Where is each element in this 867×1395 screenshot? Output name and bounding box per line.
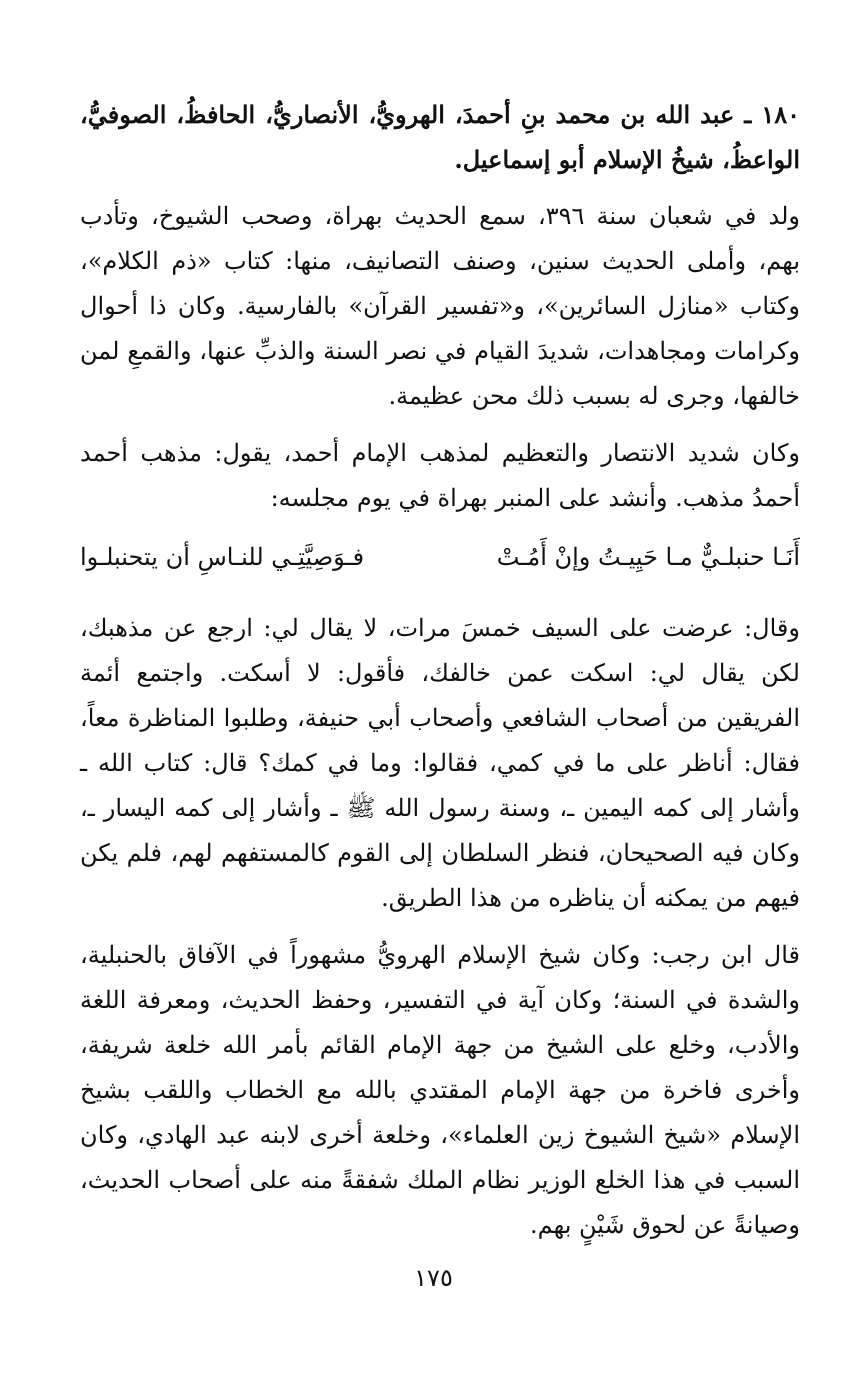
verse-first-hemistich: أَنَـا حنبلـيٌّ مـا حَيِيـتُ وإنْ أَمُـتْ (496, 543, 800, 571)
verse-second-hemistich: فـوَصِيَّتِـي للنـاسِ أن يتحنبلـوا (80, 543, 365, 571)
debate-paragraph: وقال: عرضت على السيف خمسَ مرات، لا يقال لي: ارجع عن مذهبك، لكن يقال لي: اسكت عمن خالفك، فأقول: لا أسكت. واجتمع أئمة الفريقين من أصحاب الشافعي وأصحاب أبي حنيفة، وطلبوا المناظرة معاً، فقال: أناظر على ما في كمي، فقالوا: وما في كمك؟ قال: كتاب الله ـ وأشار إلى كمه اليمين ـ، وسنة رسول الله ﷺ ـ وأشار إلى كمه اليسار ـ، وكان فيه الصحيحان، فنظر السلطان إلى القوم كالمستفهم لهم، فلم يكن فيهم من يمكنه أن يناظره من هذا الطريق. (80, 614, 800, 912)
biography-paragraph: ولد في شعبان سنة ٣٩٦، سمع الحديث بهراة، وصحب الشيوخ، وتأدب بهم، وأملى الحديث سنين، وصنف التصانيف، منها: كتاب «ذم الكلام»، وكتاب «منازل السائرين»، و«تفسير القرآن» بالفارسية. وكان ذا أحوال وكرامات ومجاهدات، شديدَ القيام في نصر السنة والذبِّ عنها، والقمعِ لمن خالفها، وجرى له بسبب ذلك محن عظيمة. (80, 202, 801, 410)
ibn-rajab-paragraph: قال ابن رجب: وكان شيخ الإسلام الهرويُّ مشهوراً في الآفاق بالحنبلية، والشدة في السنة؛ وكان آية في التفسير، وحفظ الحديث، ومعرفة اللغة والأدب، وخلع على الشيخ من جهة الإمام القائم بأمر الله خلعة شريفة، وأخرى فاخرة من جهة الإمام المقتدي بالله مع الخطاب واللقب بشيخ الإسلام «شيخ الشيوخ زين العلماء»، وخلعة أخرى لابنه عبد الهادي، وكان السبب في هذا الخلع الوزير نظام الملك شفقةً منه على أصحاب الحديث، وصيانةً عن لحوق شَيْنٍ بهم. (80, 941, 800, 1239)
poetry-verse (80, 535, 800, 580)
book-page (80, 92, 800, 1248)
entry-heading: ١٨٠ ـ عبد الله بن محمد بنِ أحمدَ، الهرويُّ، الأنصاريُّ، الحافظُ، الصوفيُّ، الواعظُ، شيخُ الإسلام أبو إسماعيل. (80, 100, 800, 174)
page-number: ١٧٥ (414, 1264, 453, 1292)
madhhab-paragraph: وكان شديد الانتصار والتعظيم لمذهب الإمام أحمد، يقول: مذهب أحمد أحمدُ مذهب. وأنشد على المنبر بهراة في يوم مجلسه: (80, 439, 800, 512)
